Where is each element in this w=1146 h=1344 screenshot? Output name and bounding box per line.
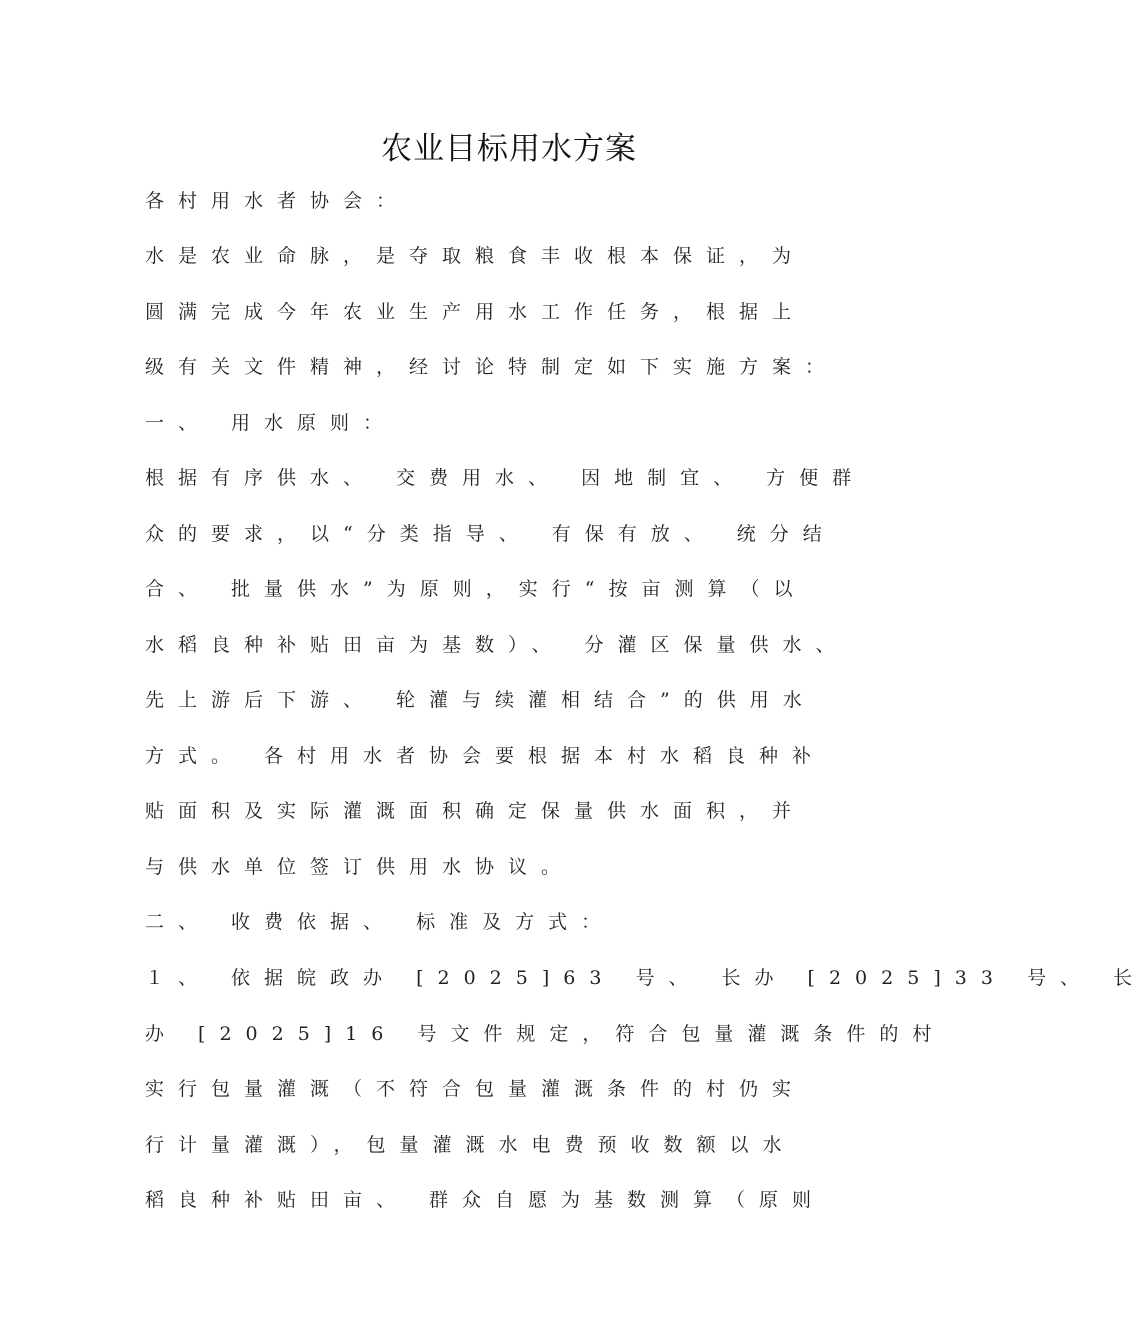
text-line: 级有关文件精神，经讨论特制定如下实施方案：: [145, 356, 839, 378]
text-line: 办 [2025]16 号文件规定，符合包量灌溉条件的村: [145, 1023, 946, 1045]
text-line: 与供水单位签订供用水协议。: [145, 856, 575, 878]
text-line: 实行包量灌溉（不符合包量灌溉条件的村仍实: [145, 1078, 806, 1100]
text-line: 水是农业命脉，是夺取粮食丰收根本保证，为: [145, 245, 806, 267]
document-title: 农业目标用水方案: [381, 131, 637, 167]
text-line: 水稻良种补贴田亩为基数）、 分灌区保量供水、: [145, 634, 849, 656]
text-line: 稻良种补贴田亩、 群众自愿为基数测算（原则: [145, 1189, 826, 1211]
section-heading: 一、 用水原则：: [145, 412, 397, 434]
text-line: 行计量灌溉），包量灌溉水电费预收数额以水: [145, 1134, 796, 1156]
text-line: 根据有序供水、 交费用水、 因地制宜、 方便群: [145, 467, 866, 489]
text-line: 各村用水者协会：: [145, 190, 410, 212]
text-line: 方式。 各村用水者协会要根据本村水稻良种补: [145, 745, 826, 767]
text-line: 圆满完成今年农业生产用水工作任务，根据上: [145, 301, 806, 323]
text-line: 合、 批量供水”为原则，实行“按亩测算（以: [145, 578, 807, 600]
text-line: 先上游后下游、 轮灌与续灌相结合”的供用水: [145, 689, 816, 711]
text-line: １、 依据皖政办 [2025]63 号、 长办 [2025]33 号、 长: [145, 967, 1146, 989]
text-line: 贴面积及实际灌溉面积确定保量供水面积，并: [145, 800, 806, 822]
section-heading: 二、 收费依据、 标准及方式：: [145, 911, 615, 933]
text-line: 众的要求，以“分类指导、 有保有放、 统分结: [145, 523, 836, 545]
